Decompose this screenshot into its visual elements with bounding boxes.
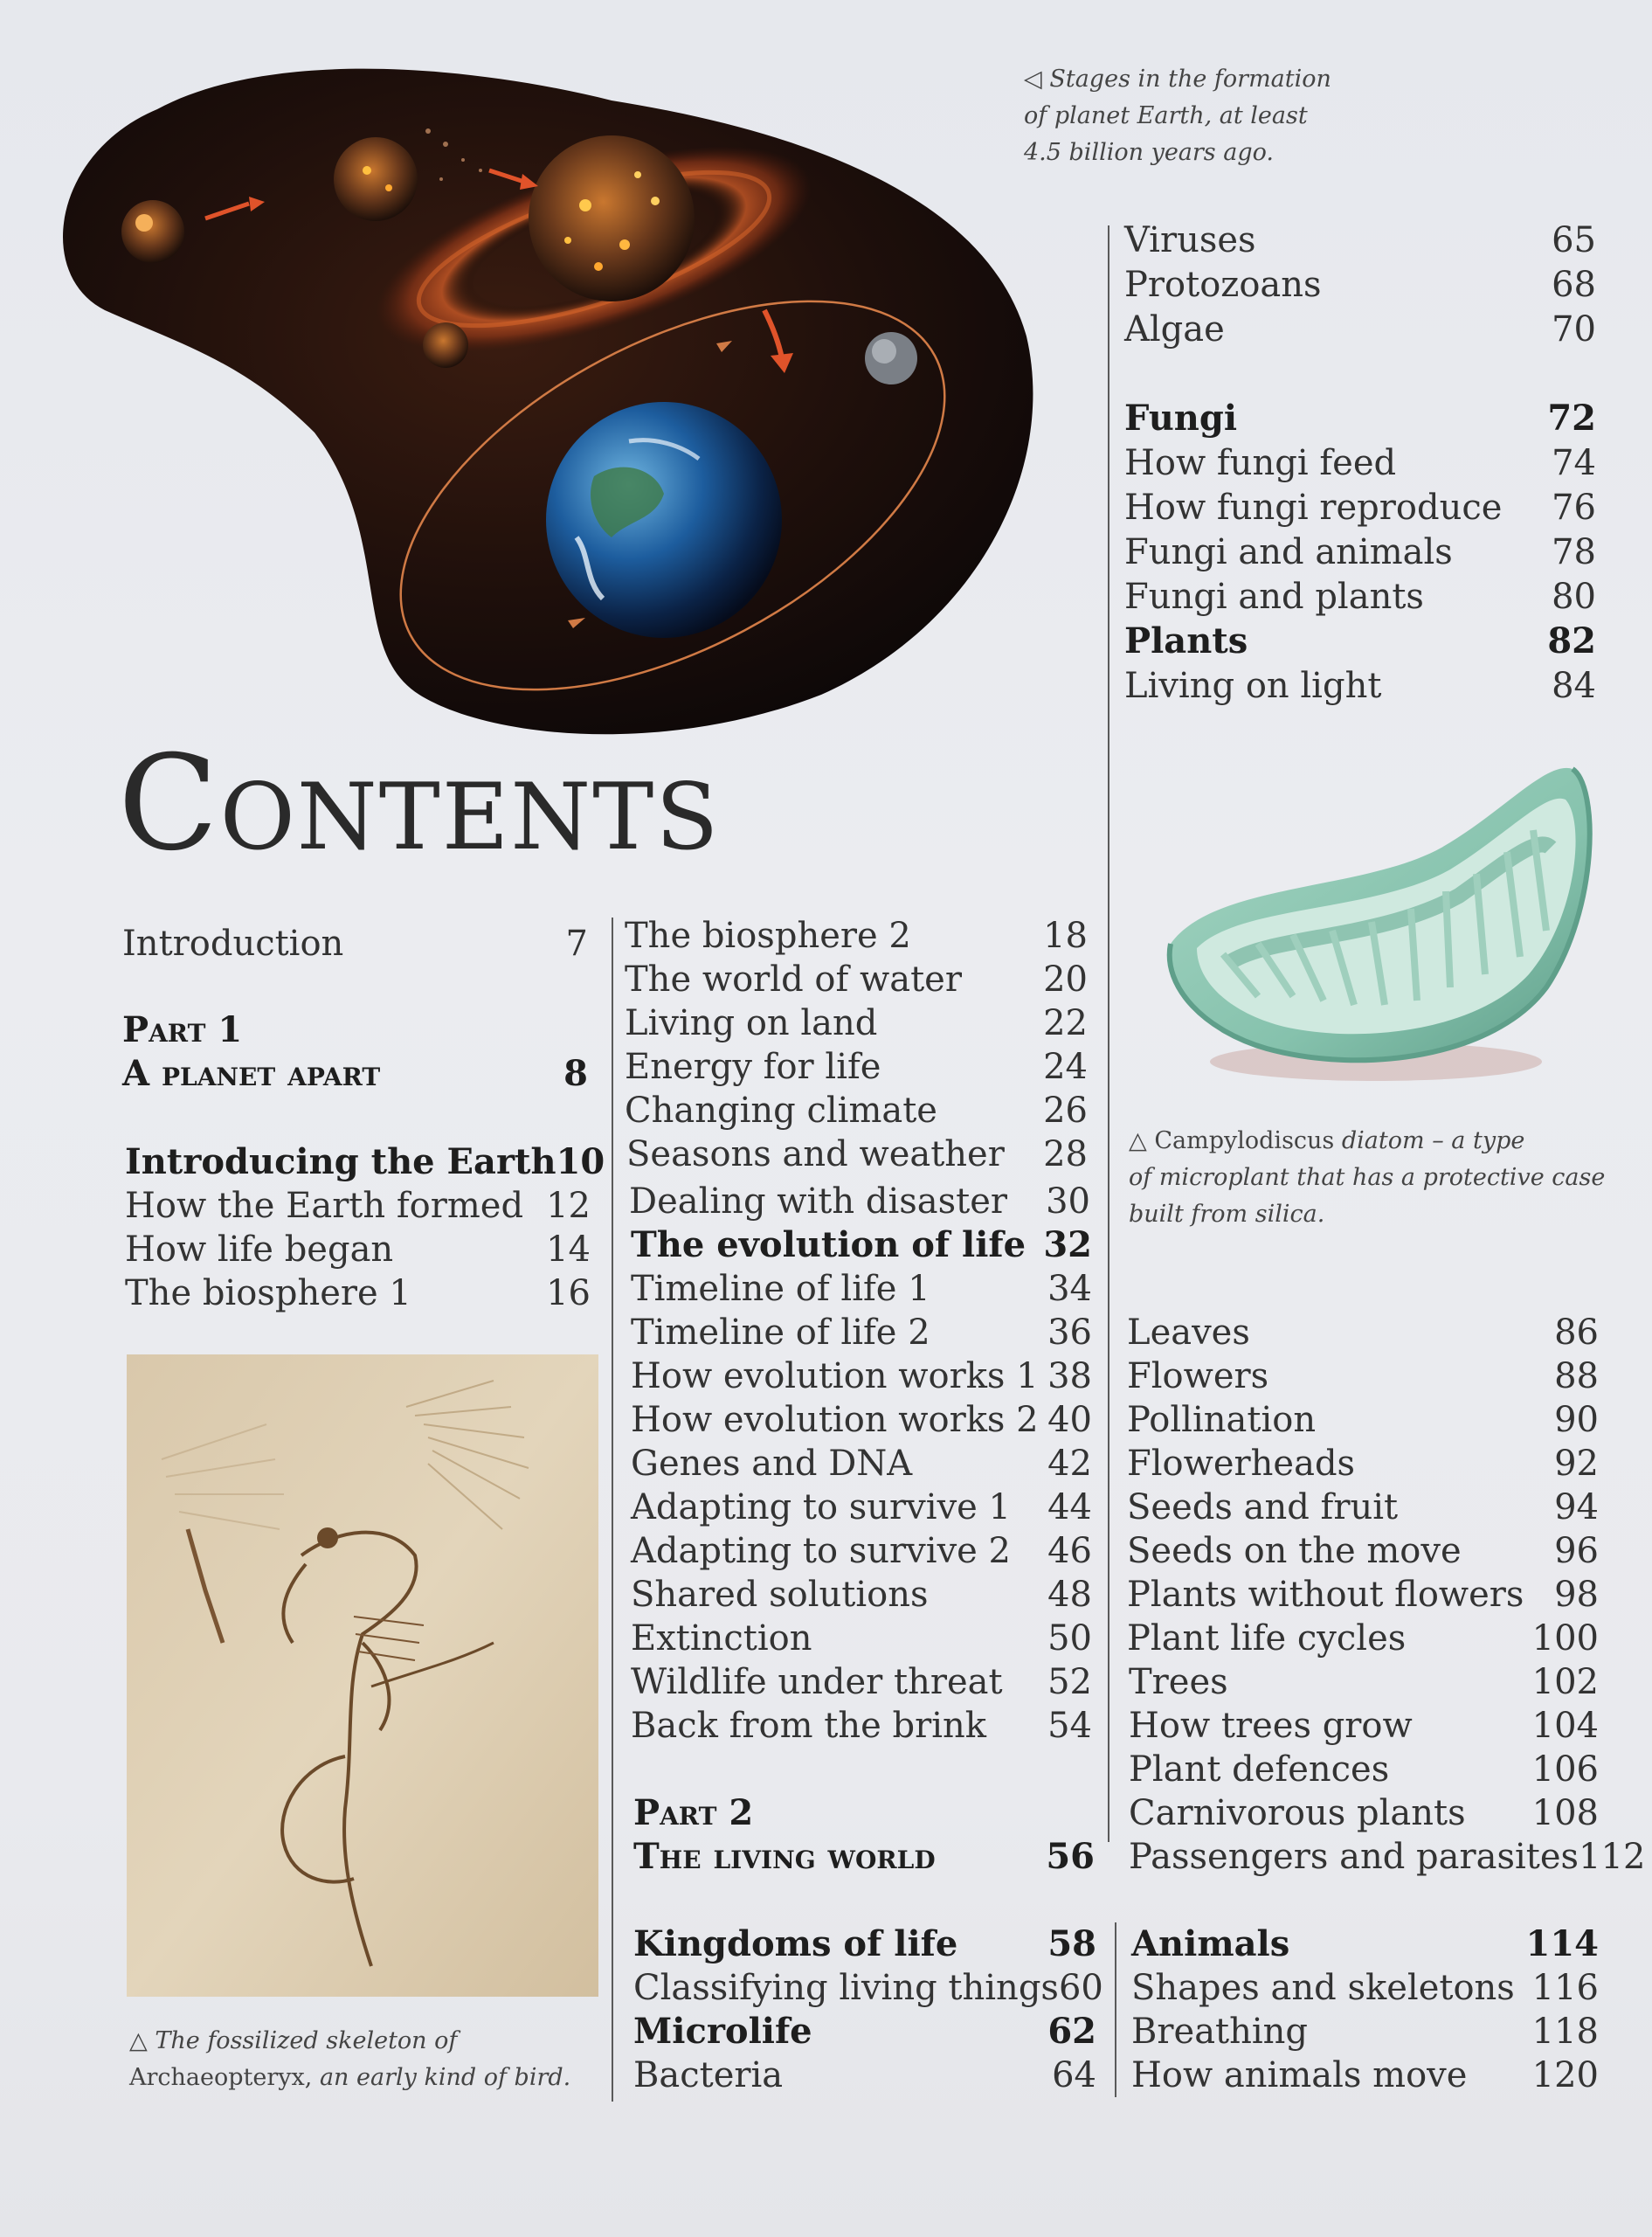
- toc-entry[interactable]: [631, 1267, 1092, 1311]
- toc-entry-section[interactable]: [633, 1922, 1096, 1966]
- entry-title: Introduction: [122, 924, 344, 964]
- toc-entry[interactable]: [625, 914, 1088, 958]
- entry-page: 40: [1047, 1400, 1092, 1440]
- toc-entry[interactable]: [1124, 308, 1596, 351]
- entry-page: 56: [1046, 1836, 1095, 1877]
- entry-title: Microlife: [633, 2011, 812, 2052]
- entry-title: The living world: [633, 1836, 936, 1877]
- entry-title: Passengers and parasites: [1129, 1837, 1579, 1877]
- entry-title: Shared solutions: [631, 1575, 929, 1615]
- entry-title: How animals move: [1131, 2055, 1468, 2095]
- entry-page: 86: [1554, 1312, 1599, 1353]
- entry-page: 120: [1531, 2055, 1599, 2095]
- toc-entry[interactable]: [1124, 664, 1596, 708]
- toc-entry[interactable]: [631, 1573, 1092, 1617]
- toc-entry[interactable]: [1127, 1442, 1599, 1486]
- fossil-caption-rest: an early kind of bird.: [319, 2064, 571, 2091]
- entry-title: How the Earth formed: [125, 1186, 524, 1226]
- entry-page: 18: [1043, 916, 1088, 956]
- entry-title: How evolution works 1: [631, 1356, 1039, 1396]
- toc-entry[interactable]: [1127, 1398, 1599, 1442]
- entry-page: 98: [1554, 1575, 1599, 1615]
- diatom-caption-rest: – a type: [1432, 1127, 1525, 1154]
- toc-entry[interactable]: [1127, 1311, 1599, 1354]
- toc-entry[interactable]: [1131, 2010, 1599, 2053]
- diatom-illustration: [1162, 751, 1599, 1110]
- entry-title: Seasons and weather: [626, 1134, 1005, 1174]
- entry-title: How evolution works 2: [631, 1400, 1039, 1440]
- up-triangle-icon: △: [1129, 1127, 1147, 1154]
- entry-title: A planet apart: [122, 1053, 381, 1094]
- entry-title: Plants without flowers: [1127, 1575, 1524, 1615]
- entry-page: 14: [546, 1229, 591, 1270]
- toc-entry[interactable]: [1131, 2053, 1599, 2097]
- entry-title: Seeds on the move: [1127, 1531, 1462, 1571]
- entry-page: 104: [1531, 1706, 1599, 1746]
- entry-page: 78: [1552, 532, 1596, 572]
- entry-title: How trees grow: [1129, 1706, 1413, 1746]
- entry-page: 92: [1554, 1444, 1599, 1484]
- toc-entry[interactable]: [1131, 1966, 1599, 2010]
- planet-caption-line-2: of planet Earth, at least: [1024, 102, 1308, 129]
- toc-entry[interactable]: [1129, 1660, 1599, 1704]
- diatom-caption-line-3: built from silica.: [1129, 1201, 1325, 1228]
- toc-entry-section[interactable]: [1124, 397, 1596, 440]
- entry-title: The biosphere 2: [625, 916, 911, 956]
- entry-title: Carnivorous plants: [1129, 1793, 1466, 1833]
- toc-entry-section[interactable]: [633, 2010, 1096, 2053]
- entry-page: 70: [1552, 309, 1596, 350]
- entry-title: Algae: [1124, 309, 1225, 350]
- entry-title: Flowers: [1127, 1356, 1269, 1396]
- entry-page: 60: [1058, 1968, 1103, 2008]
- entry-page: 32: [1043, 1224, 1092, 1265]
- toc-entry[interactable]: [1127, 1354, 1599, 1398]
- planet-caption: [1024, 61, 1331, 171]
- entry-page: 50: [1047, 1618, 1092, 1659]
- toc-entry[interactable]: [1127, 1529, 1599, 1573]
- entry-title: Plants: [1124, 620, 1248, 661]
- toc-entry-part-1[interactable]: [122, 1052, 588, 1096]
- entry-page: 26: [1043, 1091, 1088, 1131]
- entry-page: 96: [1554, 1531, 1599, 1571]
- entry-title: Introducing the Earth: [125, 1141, 556, 1182]
- left-triangle-icon: ◁: [1024, 66, 1042, 93]
- entry-page: 7: [565, 924, 588, 964]
- diatom-caption-name: Campylodiscus: [1154, 1127, 1335, 1154]
- entry-page: 72: [1547, 398, 1596, 439]
- entry-title: Shapes and skeletons: [1131, 1968, 1515, 2008]
- entry-page: 44: [1047, 1487, 1092, 1527]
- toc-entry[interactable]: [1124, 575, 1596, 619]
- entry-title: Bacteria: [633, 2055, 784, 2095]
- entry-page: 114: [1525, 1923, 1599, 1964]
- toc-entry[interactable]: [631, 1442, 1092, 1486]
- diatom-caption-word: diatom: [1341, 1127, 1425, 1154]
- toc-entry[interactable]: [1124, 218, 1596, 262]
- toc-entry[interactable]: [631, 1529, 1092, 1573]
- entry-page: 118: [1531, 2012, 1599, 2052]
- toc-entry-section[interactable]: [1131, 1922, 1599, 1966]
- archaeopteryx-fossil-photo: [127, 1354, 598, 1997]
- toc-entry[interactable]: [1127, 1486, 1599, 1529]
- entry-page: 34: [1047, 1269, 1092, 1309]
- toc-entry[interactable]: [625, 958, 1088, 1001]
- fossil-caption-line-1: The fossilized skeleton of: [155, 2027, 458, 2054]
- column-divider: [1108, 225, 1109, 1842]
- toc-entry[interactable]: [1127, 1573, 1599, 1617]
- toc-entry[interactable]: [631, 1354, 1092, 1398]
- entry-title: Wildlife under threat: [631, 1662, 1003, 1702]
- entry-page: 94: [1554, 1487, 1599, 1527]
- entry-page: 68: [1552, 265, 1596, 305]
- entry-page: 38: [1047, 1356, 1092, 1396]
- entry-title: Classifying living things: [633, 1968, 1059, 2008]
- entry-title: How fungi reproduce: [1124, 488, 1503, 528]
- toc-entry[interactable]: [631, 1617, 1092, 1660]
- toc-entry[interactable]: [1124, 530, 1596, 574]
- entry-page: 82: [1547, 620, 1596, 661]
- entry-title: The world of water: [625, 959, 962, 1000]
- up-triangle-icon: △: [129, 2027, 148, 2054]
- entry-page: 36: [1047, 1312, 1092, 1353]
- entry-page: 10: [556, 1141, 605, 1182]
- toc-entry[interactable]: [125, 1184, 591, 1228]
- entry-page: 76: [1552, 488, 1596, 528]
- diatom-caption: [1129, 1123, 1605, 1233]
- entry-page: 102: [1531, 1662, 1599, 1702]
- toc-entry[interactable]: [125, 1271, 591, 1315]
- entry-title: Viruses: [1124, 220, 1256, 260]
- toc-entry[interactable]: [631, 1660, 1092, 1704]
- entry-page: 24: [1043, 1047, 1088, 1087]
- entry-title: Trees: [1129, 1662, 1228, 1702]
- planet-caption-line-3: 4.5 billion years ago.: [1024, 139, 1274, 166]
- entry-page: 108: [1531, 1793, 1599, 1833]
- toc-entry[interactable]: [125, 1228, 591, 1271]
- entry-title: Adapting to survive 2: [631, 1531, 1011, 1571]
- entry-page: 64: [1052, 2055, 1096, 2095]
- toc-entry[interactable]: [625, 1089, 1088, 1132]
- toc-entry[interactable]: [1127, 1617, 1599, 1660]
- entry-page: 12: [546, 1186, 591, 1226]
- entry-title: Back from the brink: [631, 1706, 986, 1746]
- entry-title: Flowerheads: [1127, 1444, 1356, 1484]
- toc-entry[interactable]: [1124, 263, 1596, 307]
- entry-title: How life began: [125, 1229, 394, 1270]
- entry-title: Fungi: [1124, 398, 1238, 439]
- column-divider: [1115, 1922, 1116, 2097]
- entry-title: Plant defences: [1129, 1749, 1390, 1790]
- entry-title: Changing climate: [625, 1091, 937, 1131]
- entry-title: Animals: [1131, 1923, 1290, 1964]
- toc-entry[interactable]: [633, 2053, 1096, 2097]
- diatom-caption-line-2: of microplant that has a protective case: [1129, 1164, 1606, 1191]
- entry-page: 116: [1531, 1968, 1599, 2008]
- toc-entry[interactable]: [1129, 1748, 1599, 1791]
- toc-entry-part-2[interactable]: [633, 1835, 1095, 1879]
- entry-title: Leaves: [1127, 1312, 1250, 1353]
- toc-entry[interactable]: [1129, 1791, 1599, 1835]
- entry-title: How fungi feed: [1124, 443, 1397, 483]
- entry-page: 30: [1046, 1181, 1090, 1222]
- entry-page: 74: [1552, 443, 1596, 483]
- entry-title: Genes and DNA: [631, 1444, 913, 1484]
- planet-caption-line-1: Stages in the formation: [1049, 66, 1331, 93]
- entry-title: Energy for life: [625, 1047, 881, 1087]
- entry-page: 84: [1552, 666, 1596, 706]
- toc-entry-section[interactable]: [1124, 620, 1596, 663]
- entry-page: 28: [1043, 1134, 1088, 1174]
- entry-page: 62: [1047, 2011, 1096, 2052]
- entry-page: 58: [1047, 1923, 1096, 1964]
- toc-entry[interactable]: [631, 1704, 1092, 1748]
- toc-entry-section[interactable]: [631, 1223, 1092, 1267]
- entry-page: 106: [1531, 1749, 1599, 1790]
- toc-entry[interactable]: [626, 1132, 1088, 1176]
- toc-entry[interactable]: [1124, 441, 1596, 485]
- toc-entry[interactable]: [1129, 1835, 1646, 1879]
- entry-title: The evolution of life: [631, 1224, 1026, 1265]
- entry-page: 20: [1043, 959, 1088, 1000]
- entry-page: 8: [563, 1053, 588, 1094]
- entry-title: Fungi and plants: [1124, 577, 1424, 617]
- entry-title: Fungi and animals: [1124, 532, 1453, 572]
- entry-title: Timeline of life 1: [631, 1269, 930, 1309]
- entry-page: 16: [546, 1273, 591, 1313]
- fossil-caption-name: Archaeopteryx,: [129, 2064, 313, 2091]
- entry-title: Pollination: [1127, 1400, 1317, 1440]
- entry-title: Living on land: [625, 1003, 878, 1043]
- entry-title: Plant life cycles: [1127, 1618, 1407, 1659]
- planet-formation-illustration: [52, 48, 1048, 747]
- toc-entry[interactable]: [633, 1966, 1103, 2010]
- page-title: Contents: [118, 728, 721, 880]
- entry-page: 22: [1043, 1003, 1088, 1043]
- entry-title: Kingdoms of life: [633, 1923, 958, 1964]
- toc-entry[interactable]: [629, 1180, 1090, 1223]
- entry-page: 80: [1552, 577, 1596, 617]
- toc-entry-section[interactable]: [125, 1140, 605, 1184]
- toc-entry[interactable]: [122, 922, 588, 966]
- toc-entry[interactable]: [625, 1045, 1088, 1089]
- toc-entry[interactable]: [1124, 486, 1596, 530]
- toc-entry[interactable]: [631, 1486, 1092, 1529]
- entry-title: Timeline of life 2: [631, 1312, 930, 1353]
- toc-entry[interactable]: [1129, 1704, 1599, 1748]
- entry-title: Extinction: [631, 1618, 812, 1659]
- entry-title: Living on light: [1124, 666, 1382, 706]
- entry-page: 112: [1579, 1837, 1646, 1877]
- entry-title: The biosphere 1: [125, 1273, 411, 1313]
- toc-entry[interactable]: [625, 1001, 1088, 1045]
- entry-page: 100: [1531, 1618, 1599, 1659]
- entry-title: Seeds and fruit: [1127, 1487, 1399, 1527]
- entry-title: Adapting to survive 1: [631, 1487, 1011, 1527]
- entry-page: 46: [1047, 1531, 1092, 1571]
- part-2-label: Part 2: [633, 1792, 754, 1833]
- entry-page: 90: [1554, 1400, 1599, 1440]
- toc-entry[interactable]: [631, 1398, 1092, 1442]
- part-1-label: Part 1: [122, 1009, 243, 1050]
- toc-entry[interactable]: [631, 1311, 1092, 1354]
- entry-page: 48: [1047, 1575, 1092, 1615]
- fossil-caption: [129, 2023, 570, 2096]
- entry-title: Protozoans: [1124, 265, 1322, 305]
- column-divider: [612, 918, 613, 2102]
- entry-page: 88: [1554, 1356, 1599, 1396]
- entry-page: 42: [1047, 1444, 1092, 1484]
- entry-title: Breathing: [1131, 2012, 1309, 2052]
- entry-title: Dealing with disaster: [629, 1181, 1008, 1222]
- entry-page: 52: [1047, 1662, 1092, 1702]
- entry-page: 65: [1552, 220, 1596, 260]
- entry-page: 54: [1047, 1706, 1092, 1746]
